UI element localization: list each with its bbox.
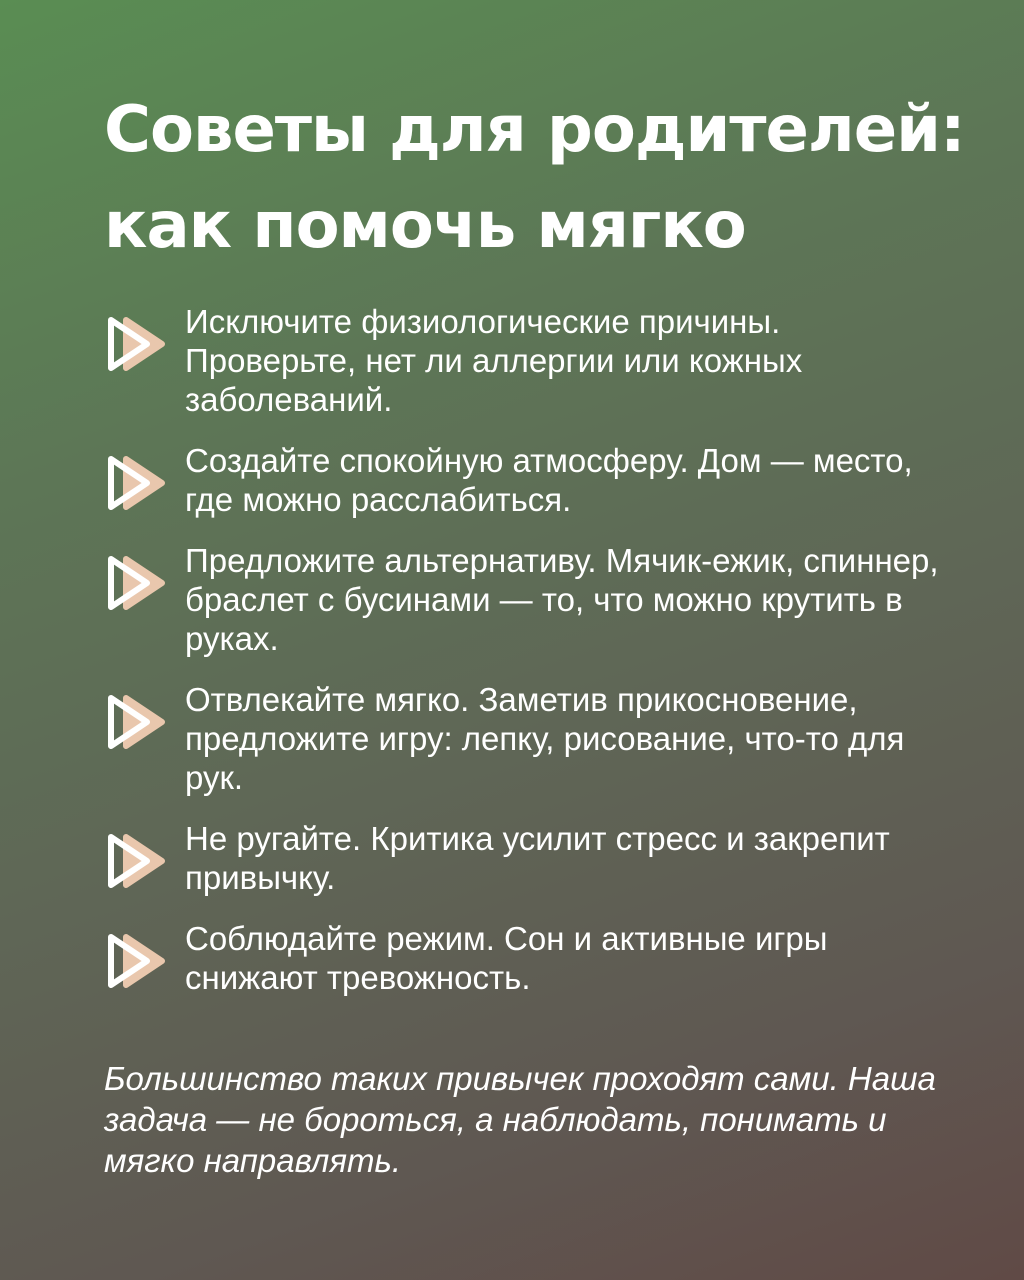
double-play-arrow-icon	[104, 314, 168, 374]
title-line-1: Советы для родителей:	[104, 93, 965, 167]
double-play-arrow-icon	[104, 931, 168, 991]
tip-text: Не ругайте. Критика усилит стресс и закрепит привычку.	[185, 820, 890, 896]
list-item	[104, 680, 984, 797]
tip-text: Отвлекайте мягко. Заметив прикосновение, предложите игру: лепку, рисование, что-то для рук.	[185, 681, 905, 796]
tip-text: Предложите альтернативу. Мячик-ежик, спиннер, браслет с бусинами — то, что можно крутить в руках.	[185, 542, 939, 657]
tips-list	[104, 302, 984, 997]
double-play-arrow-icon	[104, 692, 168, 752]
list-item	[104, 302, 984, 419]
double-play-arrow-icon	[104, 553, 168, 613]
list-item	[104, 819, 984, 897]
title-line-2: как помочь мягко	[104, 189, 746, 263]
tip-text: Исключите физиологические причины. Проверьте, нет ли аллергии или кожных заболеваний.	[185, 303, 803, 418]
tip-text: Создайте спокойную атмосферу. Дом — место, где можно расслабиться.	[185, 442, 913, 518]
list-item	[104, 441, 984, 519]
list-item	[104, 541, 984, 658]
closing-note: Большинство таких привычек проходят сами. Наша задача — не бороться, а наблюдать, понимать и мягко направлять.	[104, 1060, 936, 1179]
page-title	[104, 82, 984, 274]
double-play-arrow-icon	[104, 453, 168, 513]
list-item	[104, 919, 984, 997]
double-play-arrow-icon	[104, 831, 168, 891]
tip-text: Соблюдайте режим. Сон и активные игры снижают тревожность.	[185, 920, 828, 996]
